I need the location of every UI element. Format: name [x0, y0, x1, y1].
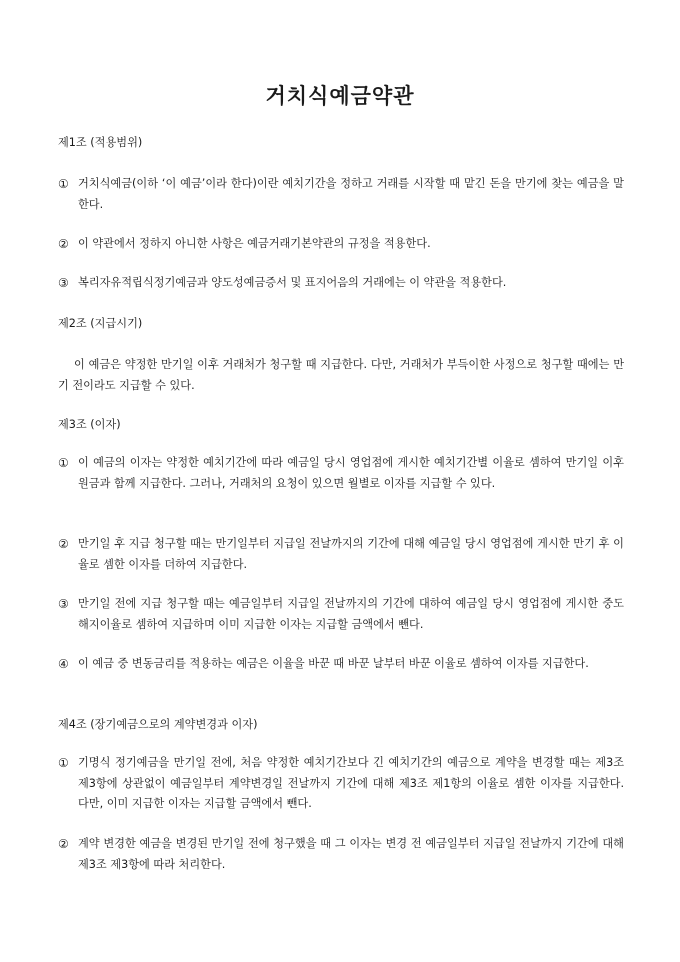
- article-1-clause-1: [58, 174, 624, 215]
- clause-number: ②: [58, 237, 69, 251]
- article-3-clause-4: [58, 654, 624, 675]
- article-4-clause-2: [58, 834, 624, 875]
- article-3-clause-2: [58, 534, 624, 575]
- article-2-paragraph: 이 예금은 약정한 만기일 이후 거래처가 청구할 때 지급한다. 다만, 거래처가 부득이한 사정으로 청구할 때에는 만기 전이라도 지급할 수 있다.: [58, 358, 624, 392]
- clause-text: 이 예금 중 변동금리를 적용하는 예금은 이율을 바꾼 때 바꾼 날부터 바꾼 이율로 셈하여 이자를 지급한다.: [78, 657, 589, 670]
- clause-number: ④: [58, 657, 69, 671]
- article-1-heading: 제1조 (적용범위): [58, 136, 143, 149]
- article-2-heading: 제2조 (지급시기): [58, 317, 143, 330]
- clause-number: ①: [58, 456, 69, 470]
- clause-text: 기명식 정기예금을 만기일 전에, 처음 약정한 예치기간보다 긴 예치기간의 예금으로 계약을 변경할 때는 제3조 제3항에 상관없이 예금일부터 계약변경일 전날까지 기간에 대해 제3조 제1항의 이율로 셈한 이자를 지급한다. 다만, 이미 지급한 이자는 지급할 금액에서 뺀다.: [78, 756, 624, 810]
- document-title: 거치식예금약관: [265, 83, 415, 108]
- clause-text: 복리자유적립식정기예금과 양도성예금증서 및 표지어음의 거래에는 이 약관을 적용한다.: [78, 276, 507, 289]
- clause-number: ①: [58, 756, 69, 770]
- clause-number: ③: [58, 597, 69, 611]
- clause-number: ③: [58, 276, 69, 290]
- clause-text: 만기일 후 지급 청구할 때는 만기일부터 지급일 전날까지의 기간에 대해 예금일 당시 영업점에 게시한 만기 후 이율로 셈한 이자를 더하여 지급한다.: [78, 537, 624, 571]
- article-4-clause-1: [58, 753, 624, 815]
- article-4-heading: 제4조 (장기예금으로의 계약변경과 이자): [58, 718, 258, 731]
- clause-text: 계약 변경한 예금을 변경된 만기일 전에 청구했을 때 그 이자는 변경 전 예금일부터 지급일 전날까지 기간에 대해 제3조 제3항에 따라 처리한다.: [78, 837, 624, 871]
- clause-text: 만기일 전에 지급 청구할 때는 예금일부터 지급일 전날까지의 기간에 대하여 예금일 당시 영업점에 게시한 중도해지이율로 셈하여 지급하며 이미 지급한 이자는 지급할 금액에서 뺀다.: [78, 597, 624, 631]
- clause-number: ②: [58, 837, 69, 851]
- clause-text: 이 예금의 이자는 약정한 예치기간에 따라 예금일 당시 영업점에 게시한 예치기간별 이율로 셈하여 만기일 이후 원금과 함께 지급한다. 그러나, 거래처의 요청이 있으면 월별로 이자를 지급할 수 있다.: [78, 456, 624, 490]
- article-3-clause-1: [58, 453, 624, 494]
- article-1-clause-3: [58, 273, 624, 294]
- clause-number: ①: [58, 177, 69, 191]
- article-3-heading: 제3조 (이자): [58, 418, 121, 431]
- article-1-clause-2: [58, 234, 624, 255]
- clause-number: ②: [58, 537, 69, 551]
- clause-text: 거치식예금(이하 ‘이 예금’이라 한다)이란 예치기간을 정하고 거래를 시작할 때 맡긴 돈을 만기에 찾는 예금을 말한다.: [78, 177, 624, 211]
- article-3-clause-3: [58, 594, 624, 635]
- clause-text: 이 약관에서 정하지 아니한 사항은 예금거래기본약관의 규정을 적용한다.: [78, 237, 431, 250]
